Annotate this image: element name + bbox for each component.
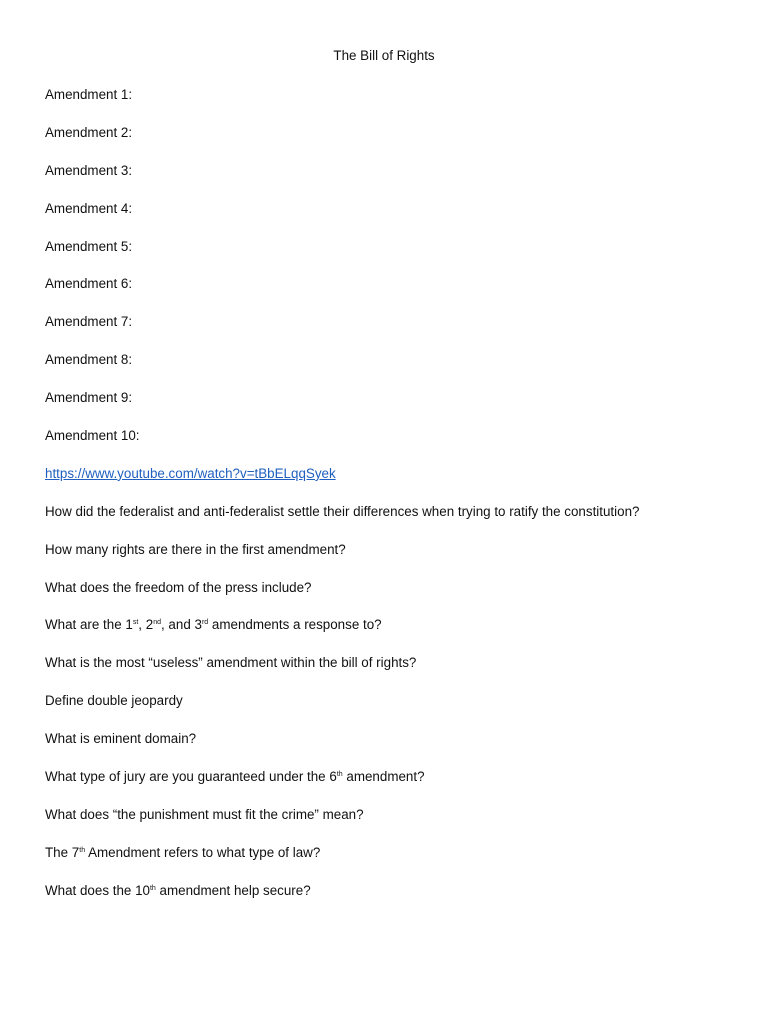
question-text: , 2 xyxy=(138,617,154,633)
question-first-amendment-rights: How many rights are there in the first amendment? xyxy=(45,541,346,557)
question-double-jeopardy: Define double jeopardy xyxy=(45,693,183,709)
amendment-10-label: Amendment 10: xyxy=(45,428,140,444)
question-text: amendment help secure? xyxy=(155,882,311,898)
amendment-9-label: Amendment 9: xyxy=(45,390,133,406)
question-useless-amendment: What is the most “useless” amendment within the bill of rights? xyxy=(45,655,417,671)
ordinal-suffix: rd xyxy=(201,619,209,627)
question-freedom-of-press: What does the freedom of the press include? xyxy=(45,579,312,595)
question-jury-sixth-amendment xyxy=(45,768,745,806)
amendment-2-label: Amendment 2: xyxy=(45,124,133,140)
ordinal-suffix: st xyxy=(132,619,139,627)
ordinal-suffix: nd xyxy=(153,619,161,627)
ordinal-suffix: th xyxy=(149,884,156,892)
question-seventh-amendment xyxy=(45,844,745,882)
question-text: What type of jury are you guaranteed under the 6 xyxy=(45,769,337,785)
question-text: Amendment refers to what type of law? xyxy=(85,844,321,860)
amendment-1-label: Amendment 1: xyxy=(45,87,133,102)
youtube-link[interactable]: https://www.youtube.com/watch?v=tBbELqqSyek xyxy=(45,465,336,481)
ordinal-suffix: th xyxy=(336,771,343,779)
amendment-8-label: Amendment 8: xyxy=(45,352,133,368)
question-punishment-fit-crime: What does “the punishment must fit the crime” mean? xyxy=(45,806,364,822)
question-text: What are the 1 xyxy=(45,617,133,633)
question-ratify: How did the federalist and anti-federalist settle their differences when trying to ratify the constitution? xyxy=(45,503,640,519)
amendment-4-label: Amendment 4: xyxy=(45,200,133,216)
amendment-7-label: Amendment 7: xyxy=(45,314,133,330)
question-text: amendment? xyxy=(342,769,425,785)
question-eminent-domain: What is eminent domain? xyxy=(45,731,197,747)
question-first-three-amendments xyxy=(45,616,745,654)
question-text: , and 3 xyxy=(160,617,202,633)
document-title: The Bill of Rights xyxy=(333,48,435,63)
ordinal-suffix: th xyxy=(79,846,86,854)
question-text: What does the 10 xyxy=(45,882,150,898)
video-link-line xyxy=(45,465,745,503)
question-text: The 7 xyxy=(45,844,80,860)
amendment-6-label: Amendment 6: xyxy=(45,276,133,292)
document-body xyxy=(45,86,745,920)
amendment-5-label: Amendment 5: xyxy=(45,238,133,254)
question-tenth-amendment xyxy=(45,882,745,920)
question-text: amendments a response to? xyxy=(208,617,382,633)
amendment-3-label: Amendment 3: xyxy=(45,162,133,178)
